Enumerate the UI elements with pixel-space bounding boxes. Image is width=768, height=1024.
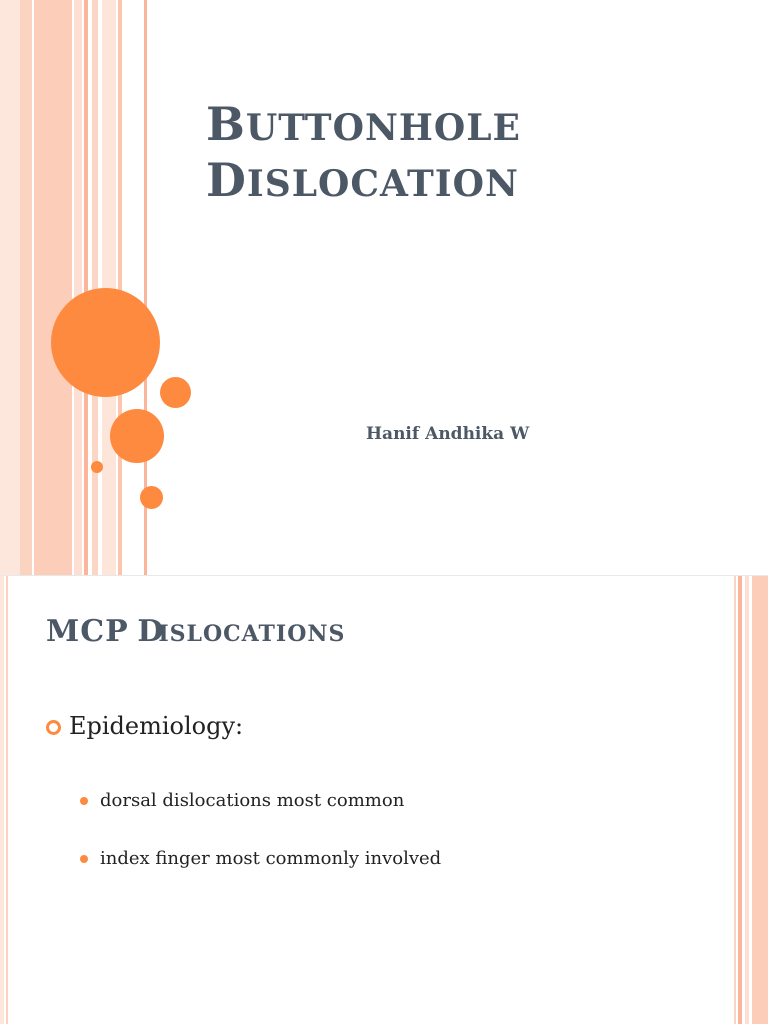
title-word: MCP xyxy=(46,614,129,649)
large-circle xyxy=(51,288,160,397)
author-name: Hanif Andhika W xyxy=(366,424,530,444)
decorative-stripe xyxy=(118,0,122,576)
ring-bullet-icon xyxy=(46,720,61,735)
content-slide xyxy=(0,576,768,1024)
title-rest: UTTONHOLE xyxy=(245,107,521,149)
title-cap: D xyxy=(137,614,165,649)
decorative-stripe xyxy=(84,0,88,576)
decorative-stripe xyxy=(74,0,82,576)
small-circle xyxy=(160,377,191,408)
small-circle xyxy=(140,486,163,509)
dot-bullet-icon xyxy=(80,797,88,805)
slide-title xyxy=(206,98,706,210)
decorative-stripe xyxy=(20,0,32,576)
title-rest: ISLOCATIONS xyxy=(158,621,346,647)
bullet-label: Epidemiology: xyxy=(69,712,244,740)
sub-bullet-item xyxy=(80,790,404,811)
title-cap: D xyxy=(206,153,247,207)
sub-bullet-text: index finger most commonly involved xyxy=(100,848,442,869)
decorative-stripe xyxy=(0,576,4,1024)
bullet-item xyxy=(46,712,243,740)
decorative-stripe xyxy=(752,576,768,1024)
medium-circle xyxy=(110,409,164,463)
decorative-stripe xyxy=(745,576,749,1024)
slide-title xyxy=(46,614,646,649)
title-rest: ISLOCATION xyxy=(246,163,519,205)
dot-bullet-icon xyxy=(80,855,88,863)
decorative-stripe xyxy=(34,0,72,576)
title-cap: B xyxy=(206,97,246,151)
decorative-stripe xyxy=(0,0,20,576)
decorative-stripe xyxy=(738,576,742,1024)
decorative-stripe xyxy=(6,576,8,1024)
tiny-circle xyxy=(91,461,103,473)
sub-bullet-text: dorsal dislocations most common xyxy=(100,790,405,811)
decorative-stripe xyxy=(734,576,736,1024)
sub-bullet-item xyxy=(80,848,441,869)
